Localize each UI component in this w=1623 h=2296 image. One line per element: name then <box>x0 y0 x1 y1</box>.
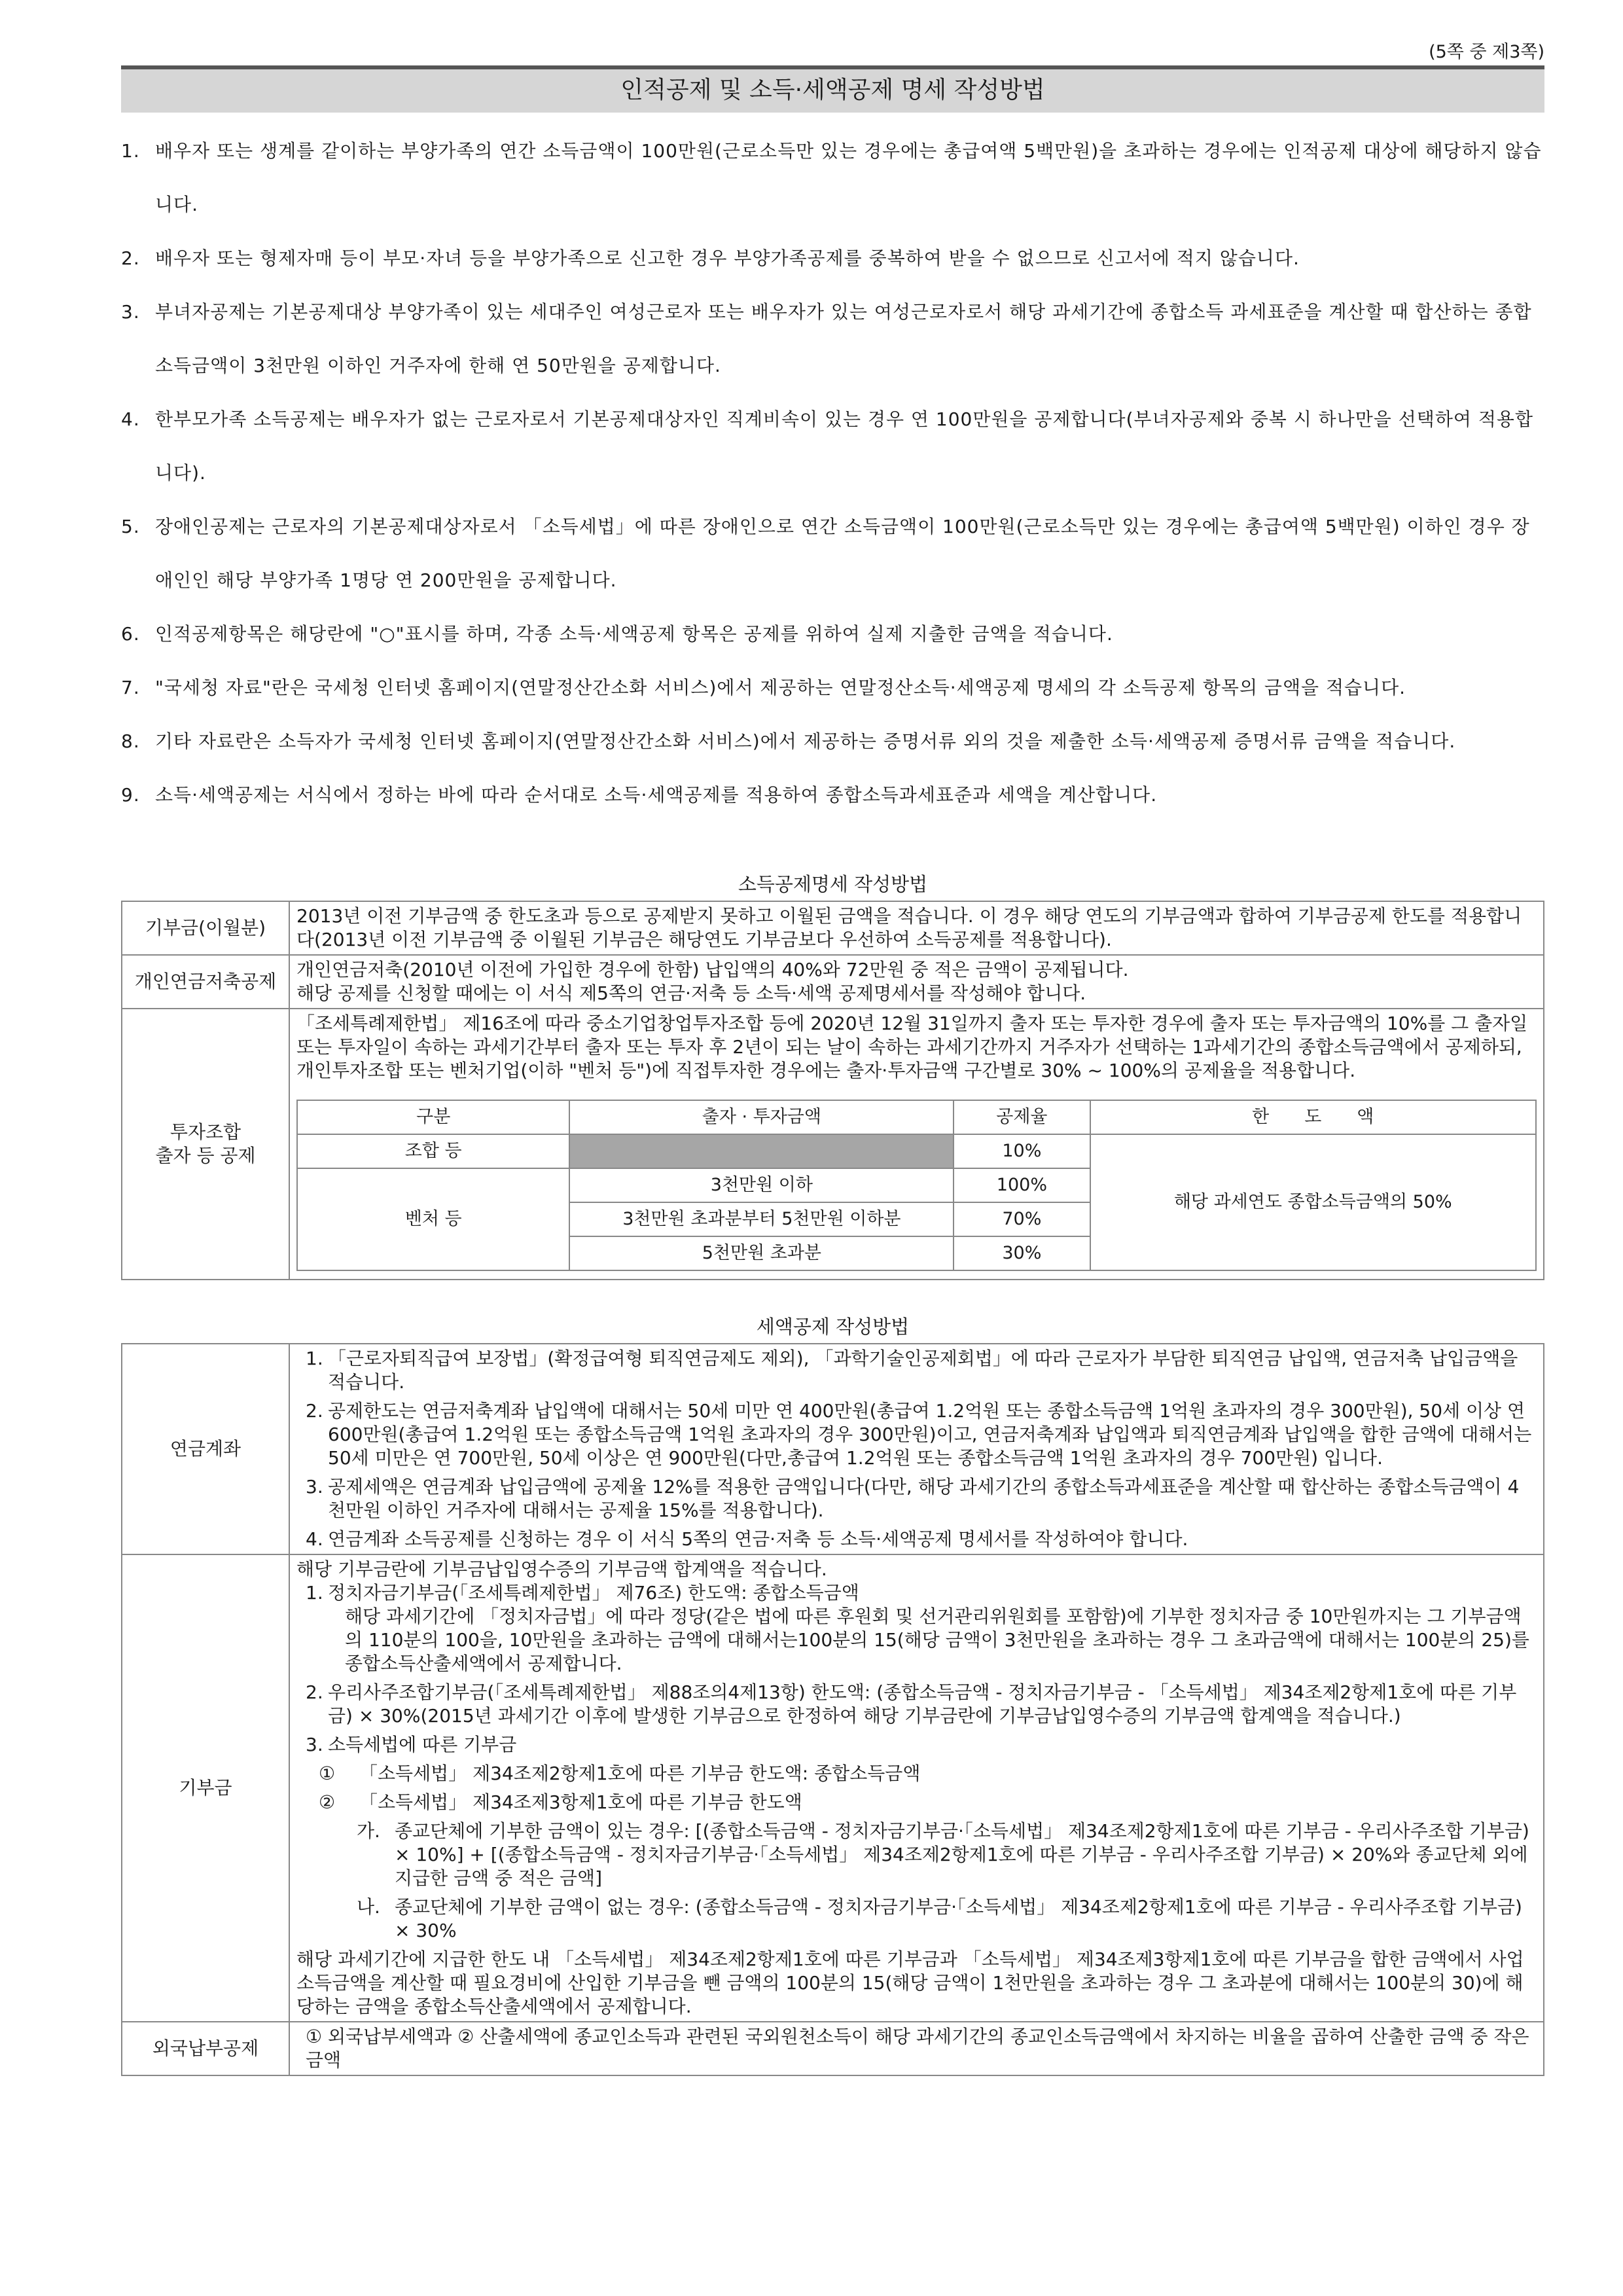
item-text: 소득세법에 따른 기부금 <box>328 1734 517 1755</box>
row-label: 기부금(이월분) <box>122 901 289 955</box>
item-text: 공제세액은 연금계좌 납입금액에 공제율 12%를 적용한 금액입니다(다만, 해당 과세기간의 종합소득과세표준을 계산할 때 합산하는 종합소득금액이 4천만원 이하인 거주자에 대해서는 공제율 15%를 적용합니다). <box>328 1476 1520 1521</box>
item-number: 나. <box>357 1896 380 1918</box>
row-label: 개인연금저축공제 <box>122 955 289 1009</box>
row-content <box>289 1344 1544 1554</box>
table-row <box>122 1009 1544 1280</box>
note-text: 소득·세액공제는 서식에서 정하는 바에 따라 순서대로 소득·세액공제를 적용하여 종합소득과세표준과 세액을 계산합니다. <box>155 784 1158 806</box>
column-header: 공제율 <box>954 1100 1090 1134</box>
table-cell: 3천만원 이하 <box>569 1168 954 1202</box>
item-text: 정치자금기부금(「조세특례제한법」 제76조) 한도액: 종합소득금액 <box>328 1582 859 1604</box>
note-item <box>121 393 1544 500</box>
row-content <box>289 955 1544 1009</box>
note-number: 6. <box>121 623 140 645</box>
document-page <box>121 39 1544 2076</box>
note-number: 4. <box>121 408 140 430</box>
donation-intro: 해당 기부금란에 기부금납입영수증의 기부금액 합계액을 적습니다. <box>296 1558 827 1580</box>
tax-credit-table <box>121 1343 1544 2076</box>
item-number: 4. <box>306 1528 323 1550</box>
note-item <box>121 232 1544 285</box>
table-row <box>122 1554 1544 2022</box>
note-text: 배우자 또는 생계를 같이하는 부양가족의 연간 소득금액이 100만원(근로소득만 있는 경우에는 총급여액 5백만원)을 초과하는 경우에는 인적공제 대상에 해당하지 않습니다. <box>155 140 1542 215</box>
row-content <box>289 1554 1544 2022</box>
note-item <box>121 285 1544 393</box>
list-item <box>296 1791 1537 1814</box>
list-item <box>306 1347 1537 1394</box>
table-header-row <box>297 1100 1536 1134</box>
table-row <box>122 955 1544 1009</box>
item-number: 3. <box>306 1734 323 1755</box>
donation-closing: 해당 과세기간에 지급한 한도 내 「소득세법」 제34조제2항제1호에 따른 기부금과 「소득세법」 제34조제3항제1호에 따른 기부금을 합한 금액에서 사업소득금액을 계산할 때 필요경비에 산입한 기부금을 뺀 금액의 100분의 15(해당 금액이 1천만원을 초과하는 경우 그 초과분에 대해서는 100분의 30)에 해당하는 금액을 종합소득산출세액에서 공제합니다. <box>296 1948 1524 2017</box>
pension-line-2: 해당 공제를 신청할 때에는 이 서식 제5쪽의 연금·저축 등 소득·세액 공제명세서를 작성해야 합니다. <box>296 982 1086 1004</box>
item-text: 종교단체에 기부한 금액이 있는 경우: [(종합소득금액 - 정치자금기부금·「소득세법」 제34조제2항제1호에 따른 기부금 - 우리사주조합 기부금) × 10%] + [(종합소득금액 - 정치자금기부금·「소득세법」 제34조제2항제1호에 따른 기부금 - 우리사주조합 기부금) × 20%와 종교단체 외에 지급한 금액 중 적은 금액] <box>395 1820 1529 1889</box>
item-text: 우리사주조합기부금(「조세특례제한법」 제88조의4제13항) 한도액: (종합소득금액 - 정치자금기부금 - 「소득세법」 제34조제2항제1호에 따른 기부금) × 30%(2015년 과세기간 이후에 발생한 기부금으로 한정하여 해당 기부금란에 기부금납입영수증의 기부금액 합계액을 적습니다.) <box>328 1681 1517 1727</box>
investment-rate-table <box>296 1100 1537 1271</box>
row-label: 외국납부공제 <box>122 2022 289 2075</box>
list-item <box>306 1399 1537 1470</box>
item-text: 「소득세법」 제34조제2항제1호에 따른 기부금 한도액: 종합소득금액 <box>359 1763 921 1784</box>
column-header: 구분 <box>297 1100 569 1134</box>
page-number: (5쪽 중 제3쪽) <box>1429 42 1544 62</box>
list-item <box>296 1895 1537 1943</box>
tax-credit-section-title: 세액공제 작성방법 <box>756 1316 910 1338</box>
note-item <box>121 768 1544 822</box>
note-item <box>121 124 1544 232</box>
item-number: 2. <box>306 1400 323 1422</box>
note-item <box>121 661 1544 715</box>
note-number: 8. <box>121 730 140 752</box>
note-number: 5. <box>121 516 140 537</box>
row-label-line: 투자조합 <box>169 1121 241 1143</box>
table-cell: 10% <box>954 1134 1090 1168</box>
item-body: 해당 과세기간에 「정치자금법」에 따라 정당(같은 법에 따른 후원회 및 선거관리위원회를 포함함)에 기부한 정치자금 중 10만원까지는 그 기부금액의 110분의 100을, 10만원을 초과하는 금액에 대해서는100분의 15(해당 금액이 3천만원을 초과하는 경우 그 초과금액에 대해서는 100분의 25)를 종합소득산출세액에서 공제합니다. <box>345 1605 1529 1674</box>
notes-list <box>121 124 1544 822</box>
note-text: 부녀자공제는 기본공제대상 부양가족이 있는 세대주인 여성근로자 또는 배우자가 있는 여성근로자로서 해당 과세기간에 종합소득 과세표준을 계산할 때 합산하는 종합소득금액이 3천만원 이하인 거주자에 한해 연 50만원을 공제합니다. <box>155 301 1532 376</box>
item-number: ① <box>319 1763 336 1784</box>
note-number: 2. <box>121 247 140 269</box>
row-label: 기부금 <box>122 1554 289 2022</box>
item-text: 공제한도는 연금저축계좌 납입액에 대해서는 50세 미만 연 400만원(총급여 1.2억원 또는 종합소득금액 1억원 초과자의 경우 300만원), 50세 이상 연 600만원(총급여 1.2억원 또는 종합소득금액 1억원 초과자의 경우 300만원)이고, 연금저축계좌 납입액과 퇴직연금계좌 납입액을 합한 금액에 대해서는 50세 미만은 연 700만원, 50세 이상은 연 900만원(다만,총급여 1.2억원 또는 종합소득금액 1억원 초과자의 경우 700만원) 입니다. <box>328 1400 1532 1469</box>
note-number: 3. <box>121 301 140 323</box>
row-content: ① 외국납부세액과 ② 산출세액에 종교인소득과 관련된 국외원천소득이 해당 과세기간의 종교인소득금액에서 차지하는 비율을 곱하여 산출한 금액 중 작은 금액 <box>289 2022 1544 2075</box>
note-item <box>121 500 1544 607</box>
table-row <box>122 1344 1544 1554</box>
row-content <box>289 1009 1544 1280</box>
note-item <box>121 607 1544 661</box>
table-cell: 100% <box>954 1168 1090 1202</box>
item-number: 가. <box>357 1820 380 1842</box>
note-number: 1. <box>121 140 140 162</box>
item-number: 2. <box>306 1681 323 1703</box>
list-item <box>296 1681 1537 1728</box>
item-number: 1. <box>306 1348 323 1369</box>
list-item <box>306 1475 1537 1522</box>
note-text: 기타 자료란은 소득자가 국세청 인터넷 홈페이지(연말정산간소화 서비스)에서 제공하는 증명서류 외의 것을 제출한 소득·세액공제 증명서류 금액을 적습니다. <box>155 730 1456 752</box>
table-cell: 5천만원 초과분 <box>569 1236 954 1270</box>
table-cell: 조합 등 <box>297 1134 569 1168</box>
note-text: 인적공제항목은 해당란에 "○"표시를 하며, 각종 소득·세액공제 항목은 공제를 위하여 실제 지출한 금액을 적습니다. <box>155 623 1113 645</box>
list-item <box>296 1820 1537 1890</box>
item-number: 1. <box>306 1582 323 1604</box>
note-text: 한부모가족 소득공제는 배우자가 없는 근로자로서 기본공제대상자인 직계비속이 있는 경우 연 100만원을 공제합니다(부녀자공제와 중복 시 하나만을 선택하여 적용합니다). <box>155 408 1533 484</box>
table-cell: 70% <box>954 1202 1090 1236</box>
limit-cell: 해당 과세연도 종합소득금액의 50% <box>1090 1134 1537 1270</box>
row-content: 2013년 이전 기부금액 중 한도초과 등으로 공제받지 못하고 이월된 금액을 적습니다. 이 경우 해당 연도의 기부금액과 합하여 기부금공제 한도를 적용합니다(2013년 이전 기부금액 중 이월된 기부금은 해당연도 기부금보다 우선하여 소득공제를 적용합니다). <box>289 901 1544 955</box>
shaded-cell <box>569 1134 954 1168</box>
note-text: 배우자 또는 형제자매 등이 부모·자녀 등을 부양가족으로 신고한 경우 부양가족공제를 중복하여 받을 수 없으므로 신고서에 적지 않습니다. <box>155 247 1300 269</box>
item-text: 「소득세법」 제34조제3항제1호에 따른 기부금 한도액 <box>359 1791 802 1813</box>
income-deduction-section-title: 소득공제명세 작성방법 <box>738 873 928 895</box>
note-text: 장애인공제는 근로자의 기본공제대상자로서 「소득세법」에 따른 장애인으로 연간 소득금액이 100만원(근로소득만 있는 경우에는 총급여액 5백만원) 이하인 경우 장애인인 해당 부양가족 1명당 연 200만원을 공제합니다. <box>155 516 1530 591</box>
pension-line-1: 개인연금저축(2010년 이전에 가입한 경우에 한함) 납입액의 40%와 72만원 중 적은 금액이 공제됩니다. <box>296 959 1129 980</box>
list-item <box>306 1528 1537 1551</box>
table-cell: 30% <box>954 1236 1090 1270</box>
list-item <box>296 1733 1537 1757</box>
table-row <box>122 2022 1544 2075</box>
item-number: 3. <box>306 1476 323 1498</box>
list-item <box>296 1581 1537 1605</box>
list-item <box>296 1762 1537 1785</box>
note-number: 9. <box>121 784 140 806</box>
note-item <box>121 715 1544 768</box>
table-cell: 3천만원 초과분부터 5천만원 이하분 <box>569 1202 954 1236</box>
table-row <box>297 1134 1536 1168</box>
item-text: 「근로자퇴직급여 보장법」(확정급여형 퇴직연금제도 제외), 「과학기술인공제회법」에 따라 근로자가 부담한 퇴직연금 납입액, 연금저축 납입금액을 적습니다. <box>328 1348 1518 1393</box>
item-number: ② <box>319 1791 336 1813</box>
note-number: 7. <box>121 677 140 698</box>
table-cell: 벤처 등 <box>297 1168 569 1270</box>
income-deduction-table <box>121 901 1544 1280</box>
column-header: 한 도 액 <box>1090 1100 1537 1134</box>
row-label <box>122 1009 289 1280</box>
note-text: "국세청 자료"란은 국세청 인터넷 홈페이지(연말정산간소화 서비스)에서 제공하는 연말정산소득·세액공제 명세의 각 소득공제 항목의 금액을 적습니다. <box>155 677 1406 698</box>
page-title: 인적공제 및 소득·세액공제 명세 작성방법 <box>121 65 1544 113</box>
row-label-line: 출자 등 공제 <box>155 1145 256 1166</box>
item-text: 종교단체에 기부한 금액이 없는 경우: (종합소득금액 - 정치자금기부금·「소득세법」 제34조제2항제1호에 따른 기부금 - 우리사주조합 기부금) × 30% <box>395 1896 1522 1941</box>
item-text: 연금계좌 소득공제를 신청하는 경우 이 서식 5쪽의 연금·저축 등 소득·세액공제 명세서를 작성하여야 합니다. <box>328 1528 1188 1550</box>
row-label: 연금계좌 <box>122 1344 289 1554</box>
investment-description: 「조세특례제한법」 제16조에 따라 중소기업창업투자조합 등에 2020년 12월 31일까지 출자 또는 투자한 경우에 출자 또는 투자금액의 10%를 그 출자일 또는 투자일이 속하는 과세기간부터 출자 또는 투자 후 2년이 되는 날이 속하는 과세기간까지 거주자가 선택하는 1과세기간의 종합소득금액에서 공제하되, 개인투자조합 또는 벤처기업(이하 "벤처 등")에 직접투자한 경우에는 출자·투자금액 구간별로 30% ~ 100%의 공제율을 적용합니다. <box>296 1013 1528 1081</box>
column-header: 출자 · 투자금액 <box>569 1100 954 1134</box>
table-row <box>122 901 1544 955</box>
